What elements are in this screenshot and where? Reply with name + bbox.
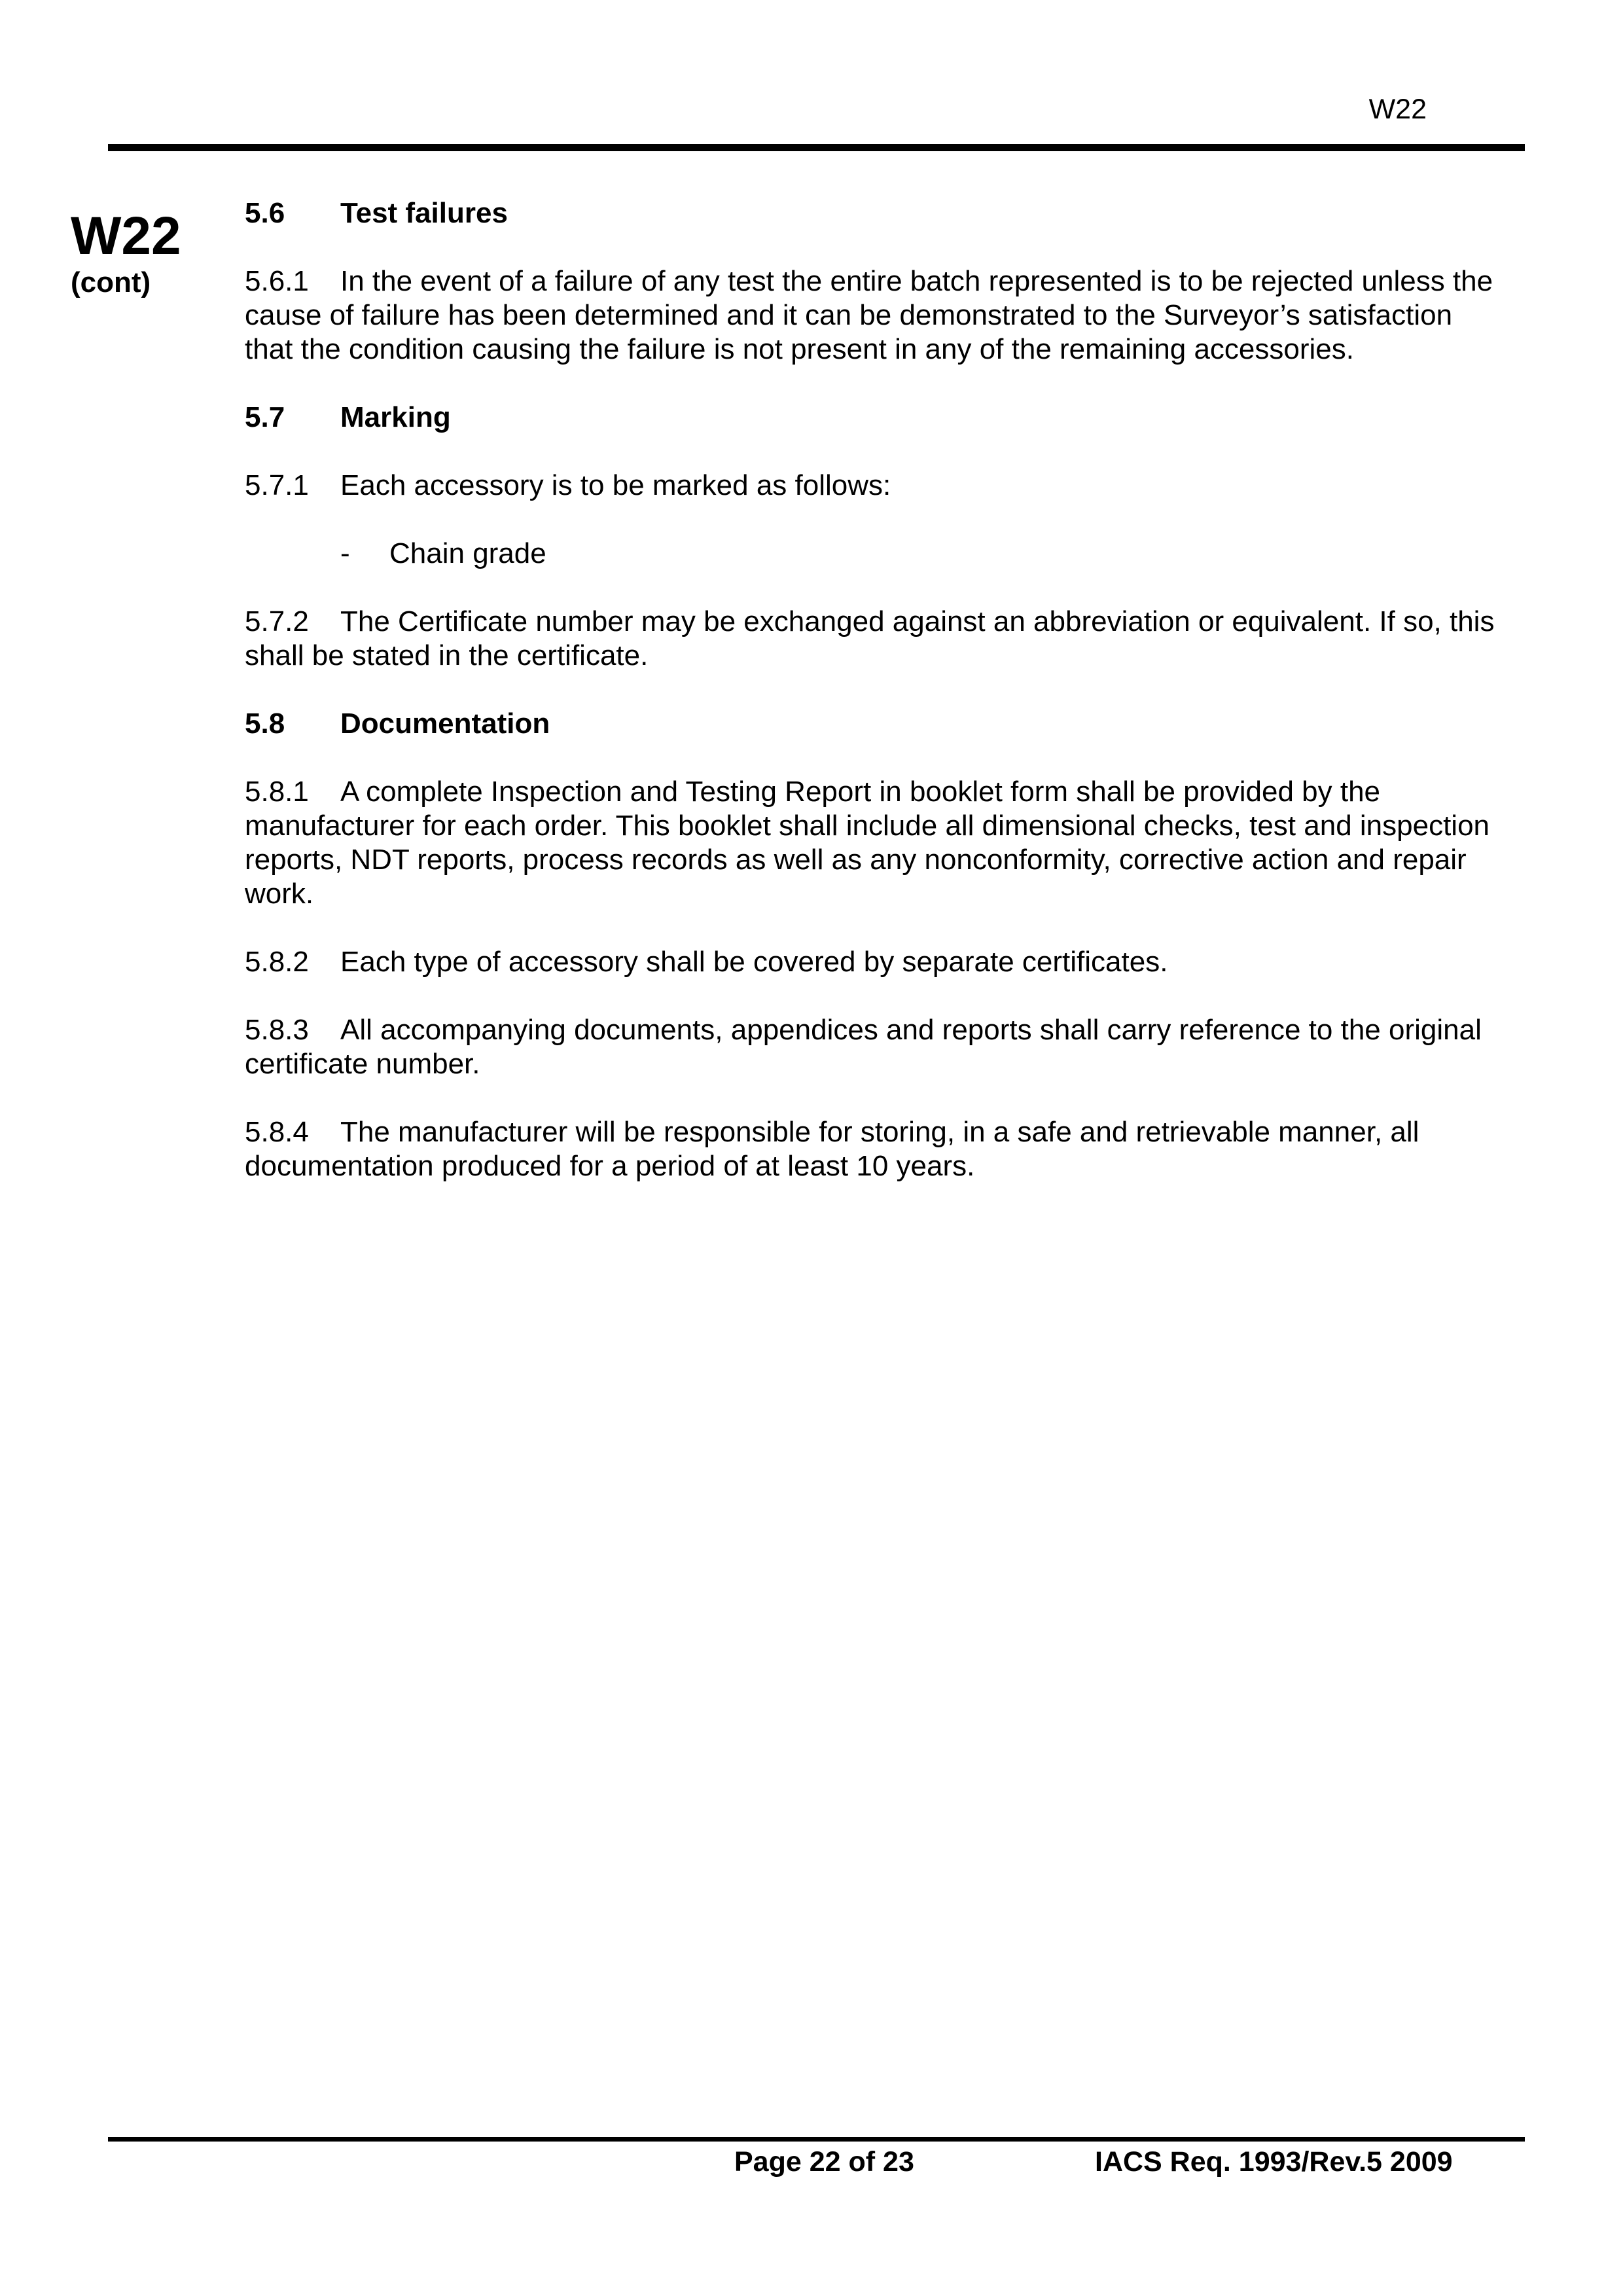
paragraph-5-7-1 [245,469,1495,503]
paragraph-text: The manufacturer will be responsible for storing, in a safe and retrievable manner, all documentation produced for a period of at least 10 years. [245,1116,1419,1182]
header-document-code: W22 [1368,94,1427,125]
section-heading-5-6 [245,196,1495,230]
paragraph-number: 5.8.1 [245,776,309,808]
paragraph-5-6-1 [245,264,1495,367]
section-title: Test failures [340,197,508,229]
footer-reference: IACS Req. 1993/Rev.5 2009 [1095,2146,1453,2178]
section-number: 5.8 [245,708,285,740]
section-number: 5.7 [245,401,285,433]
paragraph-5-8-2 [245,945,1495,979]
paragraph-number: 5.7.2 [245,605,309,637]
paragraph-number: 5.8.2 [245,946,309,978]
side-document-code: W22 [71,206,181,266]
section-number: 5.6 [245,197,285,229]
section-title: Documentation [340,708,550,740]
paragraph-text: Each accessory is to be marked as follows: [340,469,891,501]
paragraph-5-8-3 [245,1013,1495,1081]
bullet-text: Chain grade [389,537,546,569]
paragraph-number: 5.6.1 [245,265,309,297]
paragraph-5-7-2 [245,605,1495,673]
paragraph-number: 5.7.1 [245,469,309,501]
paragraph-number: 5.8.3 [245,1014,309,1046]
footer-page-number: Page 22 of 23 [734,2146,914,2178]
side-continued-label: (cont) [71,266,151,298]
document-body [245,196,1495,1217]
bullet-dash: - [340,537,350,569]
paragraph-text: All accompanying documents, appendices and reports shall carry reference to the original certificate number. [245,1014,1482,1080]
paragraph-text: In the event of a failure of any test the entire batch represented is to be rejected unless the cause of failure has been determined and it can be demonstrated to the Surveyor’s satisfaction that the condition causing the failure is not present in any of the remaining accessories. [245,265,1493,365]
bullet-item-chain-grade [340,537,1495,571]
paragraph-text: The Certificate number may be exchanged against an abbreviation or equivalent. If so, this shall be stated in the certificate. [245,605,1495,672]
header-rule [108,144,1525,151]
paragraph-5-8-4 [245,1115,1495,1183]
paragraph-text: A complete Inspection and Testing Report in booklet form shall be provided by the manufacturer for each order. This booklet shall include all dimensional checks, test and inspection reports, NDT reports, process records as well as any nonconformity, corrective action and repair work. [245,776,1490,910]
section-heading-5-8 [245,707,1495,741]
section-heading-5-7 [245,401,1495,435]
paragraph-5-8-1 [245,775,1495,911]
paragraph-number: 5.8.4 [245,1116,309,1148]
paragraph-text: Each type of accessory shall be covered by separate certificates. [340,946,1168,978]
footer-rule [108,2137,1525,2142]
section-title: Marking [340,401,451,433]
